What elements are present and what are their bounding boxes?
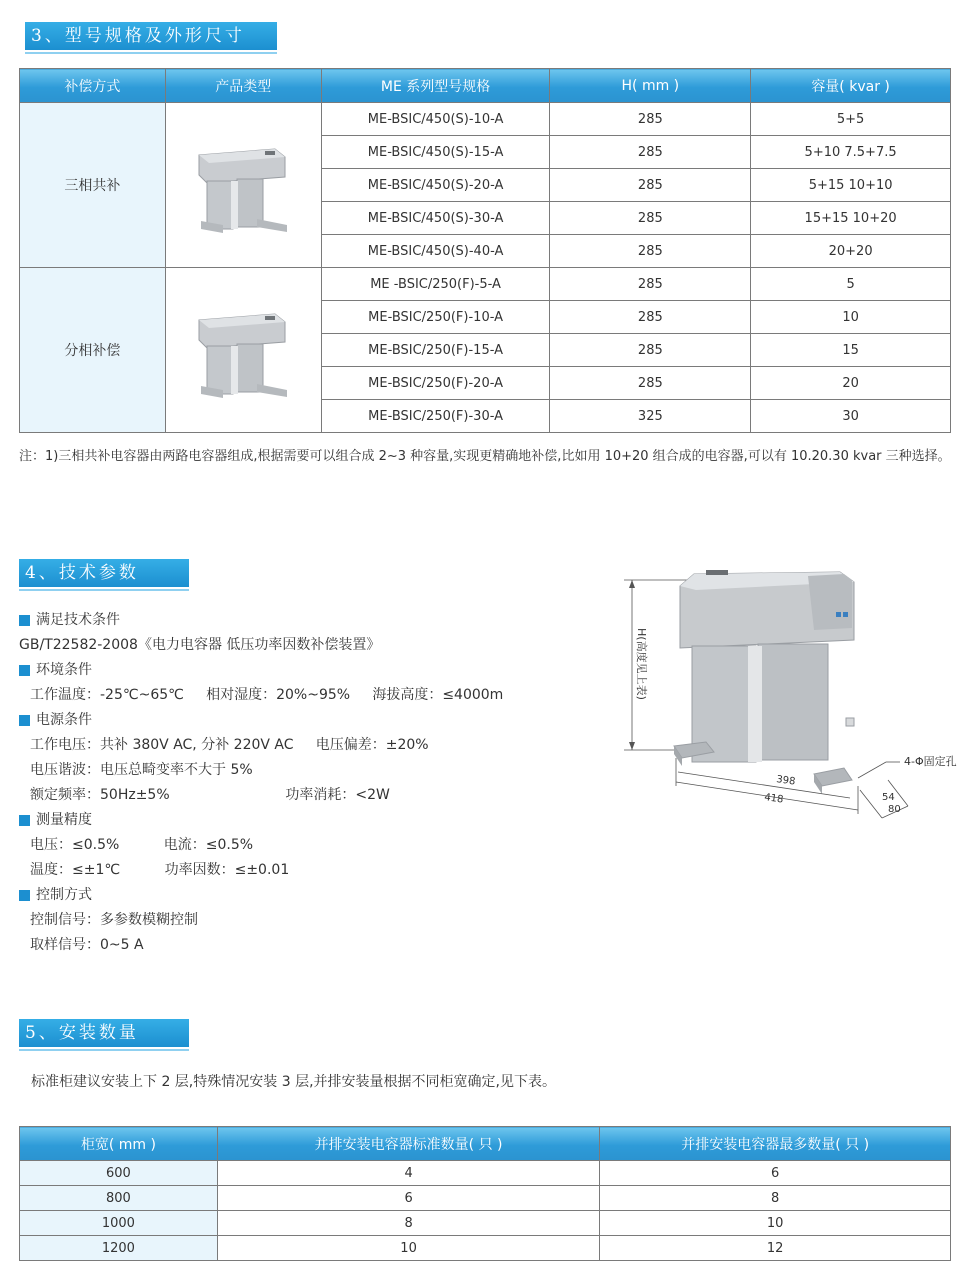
- square-bullet-icon: [19, 890, 30, 901]
- model-cell: ME-BSIC/450(S)-30-A: [321, 202, 550, 235]
- product-image-cell: [165, 268, 321, 433]
- capacity-cell: 5: [751, 268, 951, 301]
- section-4-title: 4、技术参数: [19, 559, 189, 587]
- tech-group-title: 电源条件: [36, 712, 92, 728]
- product-image-cell: [165, 103, 321, 268]
- model-cell: ME -BSIC/250(F)-5-A: [321, 268, 550, 301]
- tech-line: 温度：≤±1℃ 功率因数：≤±0.01: [30, 862, 290, 878]
- square-bullet-icon: [19, 615, 30, 626]
- model-cell: ME-BSIC/450(S)-40-A: [321, 235, 550, 268]
- table-row: [20, 1186, 951, 1211]
- capacity-cell: 5+10 7.5+7.5: [751, 136, 951, 169]
- cabinet-width-cell: 1000: [20, 1211, 218, 1236]
- standard-qty-cell: 8: [217, 1211, 600, 1236]
- tech-group-environment: [19, 658, 503, 683]
- dim-80-label: 80: [888, 804, 901, 815]
- header-standard-qty: 并排安装电容器标准数量( 只 ): [217, 1127, 600, 1161]
- height-cell: 285: [550, 235, 751, 268]
- tech-line: 工作电压：共补 380V AC, 分补 220V AC 电压偏差：±20%: [30, 737, 429, 753]
- header-product-type: 产品类型: [165, 69, 321, 103]
- header-height: H( mm ): [550, 69, 751, 103]
- capacity-cell: 15+15 10+20: [751, 202, 951, 235]
- header-method: 补偿方式: [20, 69, 166, 103]
- capacity-cell: 5+15 10+10: [751, 169, 951, 202]
- height-cell: 285: [550, 301, 751, 334]
- capacity-cell: 15: [751, 334, 951, 367]
- method-cell: 三相共补: [20, 103, 166, 268]
- tech-line: GB/T22582-2008《电力电容器 低压功率因数补偿装置》: [19, 637, 381, 653]
- tech-line: 电压：≤0.5% 电流：≤0.5%: [30, 837, 254, 853]
- height-cell: 285: [550, 136, 751, 169]
- model-cell: ME-BSIC/250(F)-20-A: [321, 367, 550, 400]
- dimension-figure: [618, 568, 968, 828]
- header-model: ME 系列型号规格: [321, 69, 550, 103]
- capacity-cell: 30: [751, 400, 951, 433]
- height-cell: 285: [550, 202, 751, 235]
- capacity-cell: 10: [751, 301, 951, 334]
- spec-table: [19, 68, 951, 433]
- height-dim-label: H(高度见上表): [635, 628, 648, 700]
- method-cell: 分相补偿: [20, 268, 166, 433]
- cabinet-width-cell: 600: [20, 1161, 218, 1186]
- table-row: [20, 268, 951, 301]
- capacitor-image: [193, 300, 293, 400]
- height-cell: 285: [550, 169, 751, 202]
- tech-line: 额定频率：50Hz±5% 功率消耗：<2W: [30, 787, 390, 803]
- capacity-cell: 20+20: [751, 235, 951, 268]
- table-row: [20, 1236, 951, 1261]
- dim-398-label: 398: [775, 774, 797, 788]
- capacity-cell: 20: [751, 367, 951, 400]
- table-row: [20, 1161, 951, 1186]
- model-cell: ME-BSIC/450(S)-20-A: [321, 169, 550, 202]
- cabinet-width-cell: 800: [20, 1186, 218, 1211]
- height-cell: 325: [550, 400, 751, 433]
- table-row: [20, 103, 951, 136]
- header-capacity: 容量( kvar ): [751, 69, 951, 103]
- tech-group-title: 控制方式: [36, 887, 92, 903]
- height-cell: 285: [550, 367, 751, 400]
- max-qty-cell: 6: [600, 1161, 951, 1186]
- model-cell: ME-BSIC/450(S)-10-A: [321, 103, 550, 136]
- dim-54-label: 54: [882, 792, 895, 803]
- spec-table-header-row: [20, 69, 951, 103]
- max-qty-cell: 10: [600, 1211, 951, 1236]
- tech-group-title: 满足技术条件: [36, 612, 120, 628]
- tech-group-title: 测量精度: [36, 812, 92, 828]
- spec-note: 注：1)三相共补电容器由两路电容器组成,根据需要可以组合成 2~3 种容量,实现更精确地补偿,比如用 10+20 组合成的电容器,可以有 10.20.30 kvar 三种选择。: [19, 449, 951, 464]
- standard-qty-cell: 10: [217, 1236, 600, 1261]
- tech-line: 电压谐波：电压总畸变率不大于 5%: [30, 762, 253, 778]
- dim-418-label: 418: [763, 792, 785, 806]
- standard-qty-cell: 4: [217, 1161, 600, 1186]
- tech-line: 工作温度：-25℃~65℃ 相对湿度：20%~95% 海拔高度：≤4000m: [30, 687, 504, 703]
- height-cell: 285: [550, 103, 751, 136]
- qty-table-header-row: [20, 1127, 951, 1161]
- standard-qty-cell: 6: [217, 1186, 600, 1211]
- capacitor-image: [193, 135, 293, 235]
- section-3-title: 3、型号规格及外形尺寸: [25, 22, 277, 50]
- height-cell: 285: [550, 334, 751, 367]
- qty-table: [19, 1126, 951, 1261]
- square-bullet-icon: [19, 815, 30, 826]
- tech-group-power: [19, 708, 503, 733]
- table-row: [20, 1211, 951, 1236]
- tech-group-title: 环境条件: [36, 662, 92, 678]
- max-qty-cell: 8: [600, 1186, 951, 1211]
- max-qty-cell: 12: [600, 1236, 951, 1261]
- section-5-title: 5、安装数量: [19, 1019, 189, 1047]
- capacity-cell: 5+5: [751, 103, 951, 136]
- square-bullet-icon: [19, 715, 30, 726]
- tech-group-control: [19, 883, 503, 908]
- fixing-hole-label: 4-Φ固定孔: [904, 755, 957, 768]
- header-max-qty: 并排安装电容器最多数量( 只 ): [600, 1127, 951, 1161]
- height-cell: 285: [550, 268, 751, 301]
- model-cell: ME-BSIC/250(F)-30-A: [321, 400, 550, 433]
- tech-line: 取样信号：0~5 A: [30, 937, 144, 953]
- model-cell: ME-BSIC/250(F)-15-A: [321, 334, 550, 367]
- tech-group-standard: [19, 608, 503, 633]
- tech-group-accuracy: [19, 808, 503, 833]
- tech-line: 控制信号：多参数模糊控制: [30, 912, 198, 928]
- model-cell: ME-BSIC/250(F)-10-A: [321, 301, 550, 334]
- cabinet-width-cell: 1200: [20, 1236, 218, 1261]
- header-cabinet-width: 柜宽( mm ): [20, 1127, 218, 1161]
- install-text: 标准柜建议安装上下 2 层,特殊情况安装 3 层,并排安装量根据不同柜宽确定,见下表。: [31, 1074, 556, 1090]
- square-bullet-icon: [19, 665, 30, 676]
- model-cell: ME-BSIC/450(S)-15-A: [321, 136, 550, 169]
- tech-params: [19, 608, 503, 958]
